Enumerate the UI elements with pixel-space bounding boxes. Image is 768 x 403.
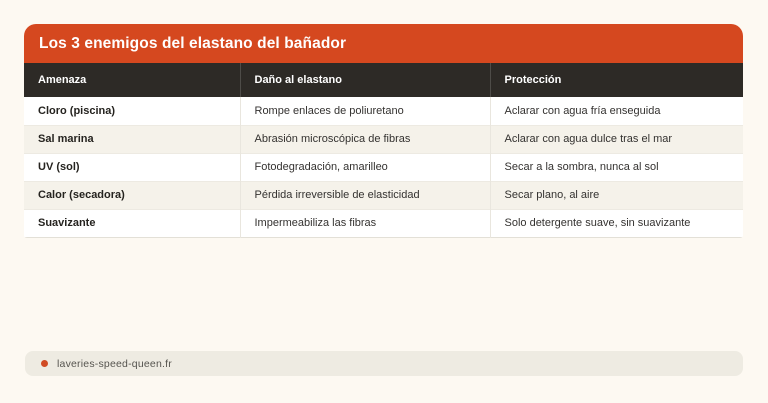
bullet-dot-icon (41, 360, 48, 367)
cell-amenaza: Cloro (piscina) (38, 104, 116, 117)
cell-dano: Impermeabiliza las fibras (240, 209, 490, 237)
cell-amenaza: UV (sol) (24, 153, 240, 181)
column-header-amenaza: Amenaza (24, 63, 240, 97)
table-row-sal-marina (24, 125, 743, 153)
cell-dano: Rompe enlaces de poliuretano (240, 97, 490, 125)
cell-proteccion: Secar a la sombra, nunca al sol (490, 153, 743, 181)
table-header-row (24, 63, 743, 97)
cell-dano: Fotodegradación, amarilleo (240, 153, 490, 181)
cell-proteccion: Secar plano, al aire (490, 181, 743, 209)
cell-dano: Abrasión microscópica de fibras (240, 125, 490, 153)
cell-proteccion: Solo detergente suave, sin suavizante (490, 209, 743, 237)
cell-amenaza: Suavizante (24, 209, 240, 237)
column-header-proteccion: Protección (490, 63, 743, 97)
cell-dano: Pérdida irreversible de elasticidad (240, 181, 490, 209)
source-bar (25, 351, 743, 376)
cell-proteccion: Aclarar con agua fría enseguida (490, 97, 743, 125)
card-title-bar (24, 24, 743, 63)
table-row-suavizante (24, 209, 743, 237)
cell-amenaza: Calor (secadora) (24, 181, 240, 209)
table-row-uv (24, 153, 743, 181)
cell-amenaza: Sal marina (24, 125, 240, 153)
elastane-enemies-card (24, 24, 743, 238)
page-title: Los 3 enemigos del elastano del bañador (39, 34, 347, 52)
cell-proteccion: Aclarar con agua dulce tras el mar (490, 125, 743, 153)
column-header-dano-al-elastano: Daño al elastano (240, 63, 490, 97)
source-link[interactable]: laveries-speed-queen.fr (57, 357, 172, 370)
table-row-cloro (24, 97, 743, 125)
enemies-table (24, 63, 743, 238)
table-row-calor (24, 181, 743, 209)
